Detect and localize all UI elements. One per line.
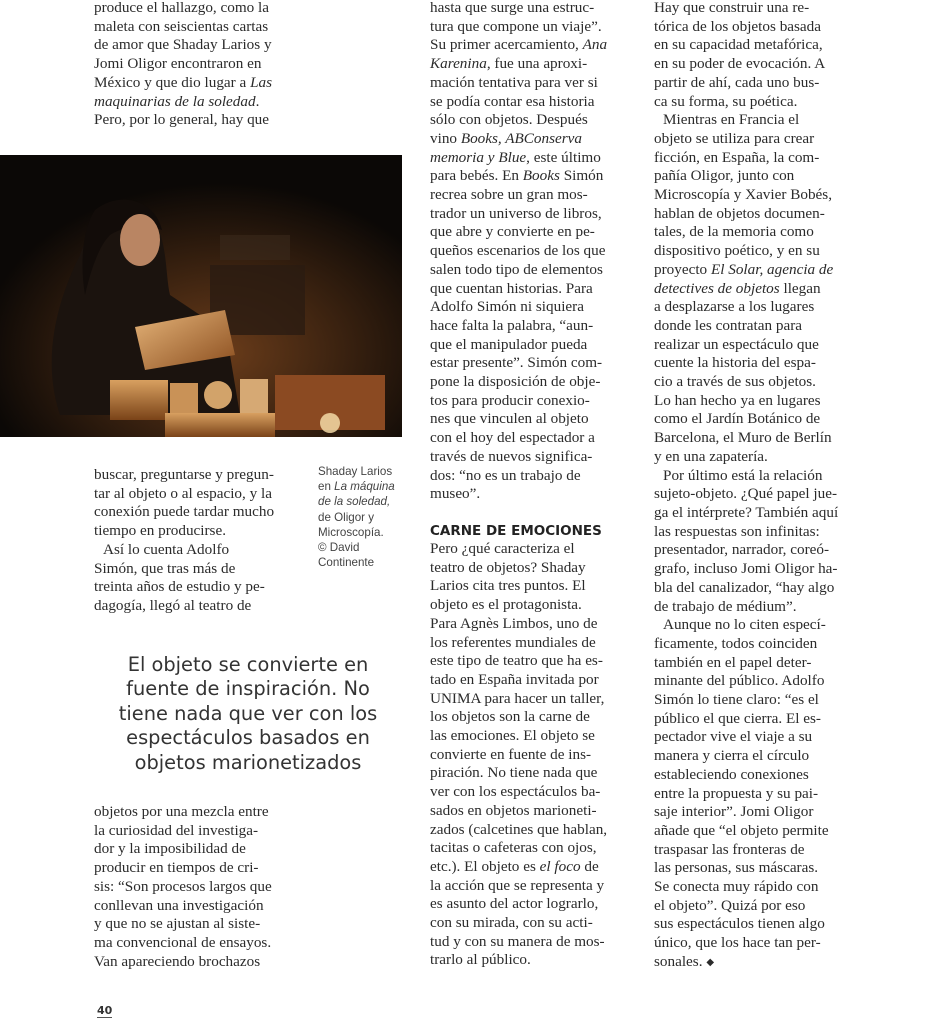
caption-line: © David	[318, 541, 360, 555]
text-line: Pero, por lo general, hay que	[94, 111, 270, 129]
text-line: también en el papel deter-	[654, 653, 812, 671]
text-line: maleta con seiscientas cartas	[94, 17, 269, 35]
text-line: ca su forma, su poética.	[654, 92, 798, 110]
text-line: sólo con objetos. Después	[430, 111, 588, 129]
article-photo	[0, 155, 402, 437]
caption-line: Continente	[318, 556, 375, 570]
text-line: y en una zapatería.	[654, 447, 768, 465]
clock	[204, 381, 232, 409]
text-line: Se conecta muy rápido con	[654, 878, 819, 896]
text-line: trarlo al público.	[430, 951, 531, 969]
text-line: objetos por una mezcla entre	[94, 803, 269, 820]
work-title: Las	[250, 73, 273, 91]
work-title: memoria y Blue	[430, 148, 527, 166]
text-line: tales, de la memoria como	[654, 223, 814, 241]
background-object	[220, 235, 290, 260]
text-line: de trabajo de médium”.	[654, 597, 797, 615]
pull-quote	[88, 653, 408, 775]
text-line: donde les contratan para	[654, 316, 803, 334]
text-line: los objetos son la carne de	[430, 708, 590, 726]
text-line: piración. No tiene nada que	[430, 764, 598, 782]
text-line: sis: “Son procesos largos que	[94, 877, 272, 895]
text-line: tud y con su manera de mos-	[430, 932, 605, 950]
text-line	[654, 280, 859, 299]
text-line: Barcelona, el Muro de Berlín	[654, 429, 832, 447]
text-line: buscar, preguntarse y pregun-	[94, 466, 274, 483]
text-line: sus espectáculos tienen algo	[654, 915, 825, 933]
text-line	[430, 130, 635, 149]
work-title: detectives de objetos	[654, 279, 780, 297]
text-line: saje interior”. Jomi Oligor	[654, 803, 814, 821]
text-line	[94, 93, 316, 112]
text-line: este tipo de teatro que ha es-	[430, 652, 603, 670]
text-line: produce el hallazgo, como la	[94, 0, 270, 16]
text-line: Así lo cuenta Adolfo	[103, 540, 230, 558]
photo-caption	[318, 464, 418, 570]
text-line: ma convencional de ensayos.	[94, 933, 272, 951]
text-line: Larios cita tres puntos. El	[430, 577, 586, 595]
caption-line: Shaday Larios	[318, 465, 393, 478]
text-line: la curiosidad del investiga-	[94, 821, 259, 839]
text-line: es asunto del actor lograrlo,	[430, 895, 599, 913]
text-fragment: México y que dio lugar a	[94, 73, 251, 91]
text-line: pone la disposición de obje-	[430, 373, 601, 391]
end-mark-icon: ◆	[706, 956, 715, 968]
text-line: en su capacidad metafórica,	[654, 36, 823, 54]
caption-line	[318, 494, 418, 509]
text-line	[430, 55, 635, 74]
text-line: sados en objetos marioneti-	[430, 801, 597, 819]
text-line: queños escenarios de los que	[430, 242, 606, 260]
text-line: Adolfo Simón ni siquiera	[430, 298, 584, 316]
text-fragment: vino	[430, 129, 461, 147]
text-line: ga el intérprete? También aquí	[654, 503, 839, 521]
text-line: objeto se utiliza para crear	[654, 129, 815, 147]
text-line	[430, 167, 635, 186]
text-line: Jomi Oligor encontraron en	[94, 55, 262, 73]
text-line: Simón, que tras más de	[94, 559, 236, 577]
text-line	[654, 261, 859, 280]
text-line: conexión puede tardar mucho	[94, 503, 275, 521]
text-line: Van apareciendo brochazos	[94, 952, 261, 970]
wooden-box	[110, 380, 168, 420]
text-line: de amor que Shaday Larios y	[94, 36, 272, 54]
text-line: museo”.	[430, 485, 481, 503]
text-line: añade que “el objeto permite	[654, 821, 829, 839]
caption-line	[318, 479, 418, 494]
text-fragment: sonales.	[654, 952, 703, 970]
caption-line: de Oligor y	[318, 510, 375, 524]
text-line: Microscopía y Xavier Bobés,	[654, 186, 832, 204]
small-frame	[170, 383, 198, 413]
text-line: minante del público. Adolfo	[654, 672, 825, 690]
text-line: las emociones. El objeto se	[430, 727, 595, 745]
work-title: Ana	[582, 36, 608, 54]
performer-face	[120, 214, 160, 266]
text-fragment: , este último	[526, 148, 601, 166]
text-line	[430, 858, 635, 877]
text-line: tado en España invitada por	[430, 670, 599, 688]
text-line: bla del canalizador, “hay algo	[654, 578, 835, 596]
text-line: en su poder de evocación. A	[654, 55, 826, 73]
photo-illustration	[0, 155, 402, 437]
text-fragment: para bebés. En	[430, 167, 523, 185]
text-line: que cuentan historias. Para	[430, 279, 593, 297]
text-line: trador un universo de libros,	[430, 204, 602, 222]
text-fragment: de	[580, 857, 599, 875]
text-line: como el Jardín Botánico de	[654, 410, 821, 428]
work-title: El Solar, agencia de	[710, 260, 834, 278]
text-line: recrea sobre un gran mos-	[430, 186, 588, 204]
pull-quote-line: espectáculos basados en	[126, 726, 370, 750]
text-line: tar al objeto o al espacio, y la	[94, 484, 272, 502]
text-line: Para Agnès Limbos, uno de	[430, 614, 598, 632]
text-line: zados (calcetines que hablan,	[430, 820, 608, 838]
text-fragment: etc.). El objeto es	[430, 857, 540, 875]
text-line: manera y cierra el círculo	[654, 747, 810, 765]
caption-fragment: en	[318, 480, 335, 494]
text-fragment: Su primer acercamiento,	[430, 36, 583, 54]
text-line: hablan de objetos documen-	[654, 204, 825, 222]
text-line: producir en tiempos de cri-	[94, 859, 259, 877]
text-line: Aunque no lo citen especí-	[663, 616, 826, 634]
caption-title: de la soledad,	[318, 495, 391, 509]
column1-top-text	[94, 0, 316, 130]
work-title: Karenina	[430, 55, 487, 73]
text-line: único, que los hace tan per-	[654, 934, 821, 952]
text-fragment: , fue una aproxi-	[486, 55, 588, 73]
column2-text	[430, 0, 635, 970]
text-fragment: proyecto	[654, 260, 711, 278]
text-line: dos: “no es un trabajo de	[430, 466, 581, 484]
text-line: con su mirada, con su acti-	[430, 914, 593, 932]
emphasis: el foco	[539, 857, 581, 875]
text-line: estableciendo conexiones	[654, 765, 809, 783]
column3-text	[654, 0, 859, 973]
text-line: que abre y convierte en pe-	[430, 223, 595, 241]
text-line: dagogía, llegó al teatro de	[94, 596, 252, 614]
column1-bottom-text	[94, 803, 299, 971]
text-line: sujeto-objeto. ¿Qué papel jue-	[654, 485, 838, 503]
text-line: hasta que surge una estruc-	[430, 0, 595, 16]
text-line: partir de ahí, cada uno bus-	[654, 73, 820, 91]
text-line: Hay que construir una re-	[654, 0, 810, 16]
spacer	[430, 504, 635, 522]
text-line: los referentes mundiales de	[430, 633, 596, 651]
page-number: 40	[97, 1004, 113, 1017]
text-line: convierte en fuente de ins-	[430, 745, 592, 763]
text-line: traspasar las fronteras de	[654, 840, 805, 858]
text-line: pañía Oligor, junto con	[654, 167, 795, 185]
pull-quote-line: fuente de inspiración. No	[126, 677, 370, 701]
text-line: la acción que se representa y	[430, 876, 605, 894]
text-line: nes que vinculen al objeto	[430, 410, 589, 428]
pull-quote-line: El objeto se convierte en	[127, 653, 369, 676]
text-line: que el manipulador pueda	[430, 335, 588, 353]
text-line: tacitas o cafeteras con ojos,	[430, 839, 597, 857]
caption-title: La máquina	[334, 480, 395, 494]
work-title: Books	[522, 167, 560, 185]
text-line: mación tentativa para ver si	[430, 73, 598, 91]
text-line	[430, 149, 635, 168]
text-line: través de nuevos significa-	[430, 447, 593, 465]
text-line: conllevan una investigación	[94, 896, 264, 914]
column1-middle-text	[94, 466, 299, 616]
text-line: salen todo tipo de elementos	[430, 260, 603, 278]
pull-quote-line: objetos marionetizados	[134, 750, 362, 774]
wooden-drawer	[165, 413, 275, 437]
text-line: tos para producir conexio-	[430, 391, 590, 409]
text-line	[430, 36, 635, 55]
text-fragment: Simón	[559, 167, 604, 185]
text-line: cuente la historia del espa-	[654, 354, 816, 372]
text-line: ver con los espectáculos ba-	[430, 783, 601, 801]
text-line: el objeto”. Quizá por eso	[654, 896, 806, 914]
text-line: tura que compone un viaje”.	[430, 17, 602, 35]
text-line: Por último está la relación	[663, 466, 823, 484]
text-fragment: llegan	[779, 279, 821, 297]
text-line	[654, 953, 859, 973]
text-line: a desplazarse a los lugares	[654, 298, 815, 316]
text-line: las personas, sus máscaras.	[654, 859, 819, 877]
text-line: objeto es el protagonista.	[430, 596, 582, 614]
pull-quote-line: tiene nada que ver con los	[118, 701, 378, 725]
section-subhead: CARNE DE EMOCIONES	[430, 522, 602, 539]
text-line: tórica de los objetos basada	[654, 17, 822, 35]
text-line: hace falta la palabra, “aun-	[430, 316, 594, 334]
text-line: con el hoy del espectador a	[430, 429, 595, 447]
text-line: tiempo en producirse.	[94, 522, 227, 540]
text-line: UNIMA para hacer un taller,	[430, 689, 605, 707]
text-line: ficción, en España, la com-	[654, 148, 820, 166]
text-line: dispositivo poético, y en su	[654, 242, 820, 260]
text-line: pectador vive el viaje a su	[654, 728, 813, 746]
text-line	[94, 74, 316, 93]
candle-light	[320, 413, 340, 433]
text-line: Simón lo tiene claro: “es el	[654, 691, 819, 709]
text-line: treinta años de estudio y pe-	[94, 578, 265, 596]
text-line: dor y la imposibilidad de	[94, 840, 246, 858]
text-line: público el que cierra. El es-	[654, 709, 821, 727]
text-line: las respuestas son infinitas:	[654, 522, 820, 540]
text-line: cio a través de sus objetos.	[654, 373, 816, 391]
text-line: estar presente”. Simón com-	[430, 354, 603, 372]
text-fragment: .	[255, 92, 260, 110]
text-line: y que no se ajustan al siste-	[94, 915, 261, 933]
text-line: teatro de objetos? Shaday	[430, 558, 586, 576]
text-line: realizar un espectáculo que	[654, 335, 819, 353]
text-line: Pero ¿qué caracteriza el	[430, 539, 575, 557]
text-line: Lo han hecho ya en lugares	[654, 391, 821, 409]
text-line: ficamente, todos coinciden	[654, 634, 818, 652]
text-line: grafo, incluso Jomi Oligor ha-	[654, 560, 838, 578]
work-title: maquinarias de la soledad	[94, 92, 256, 110]
text-line: entre la propuesta y su pai-	[654, 784, 819, 802]
text-line: se podía contar esa historia	[430, 92, 595, 110]
small-frame	[240, 379, 268, 413]
caption-line: Microscopía.	[318, 525, 384, 539]
text-line: presentador, narrador, coreó-	[654, 541, 830, 559]
work-title: Books, ABConserva	[460, 129, 583, 147]
text-line: Mientras en Francia el	[663, 111, 800, 129]
